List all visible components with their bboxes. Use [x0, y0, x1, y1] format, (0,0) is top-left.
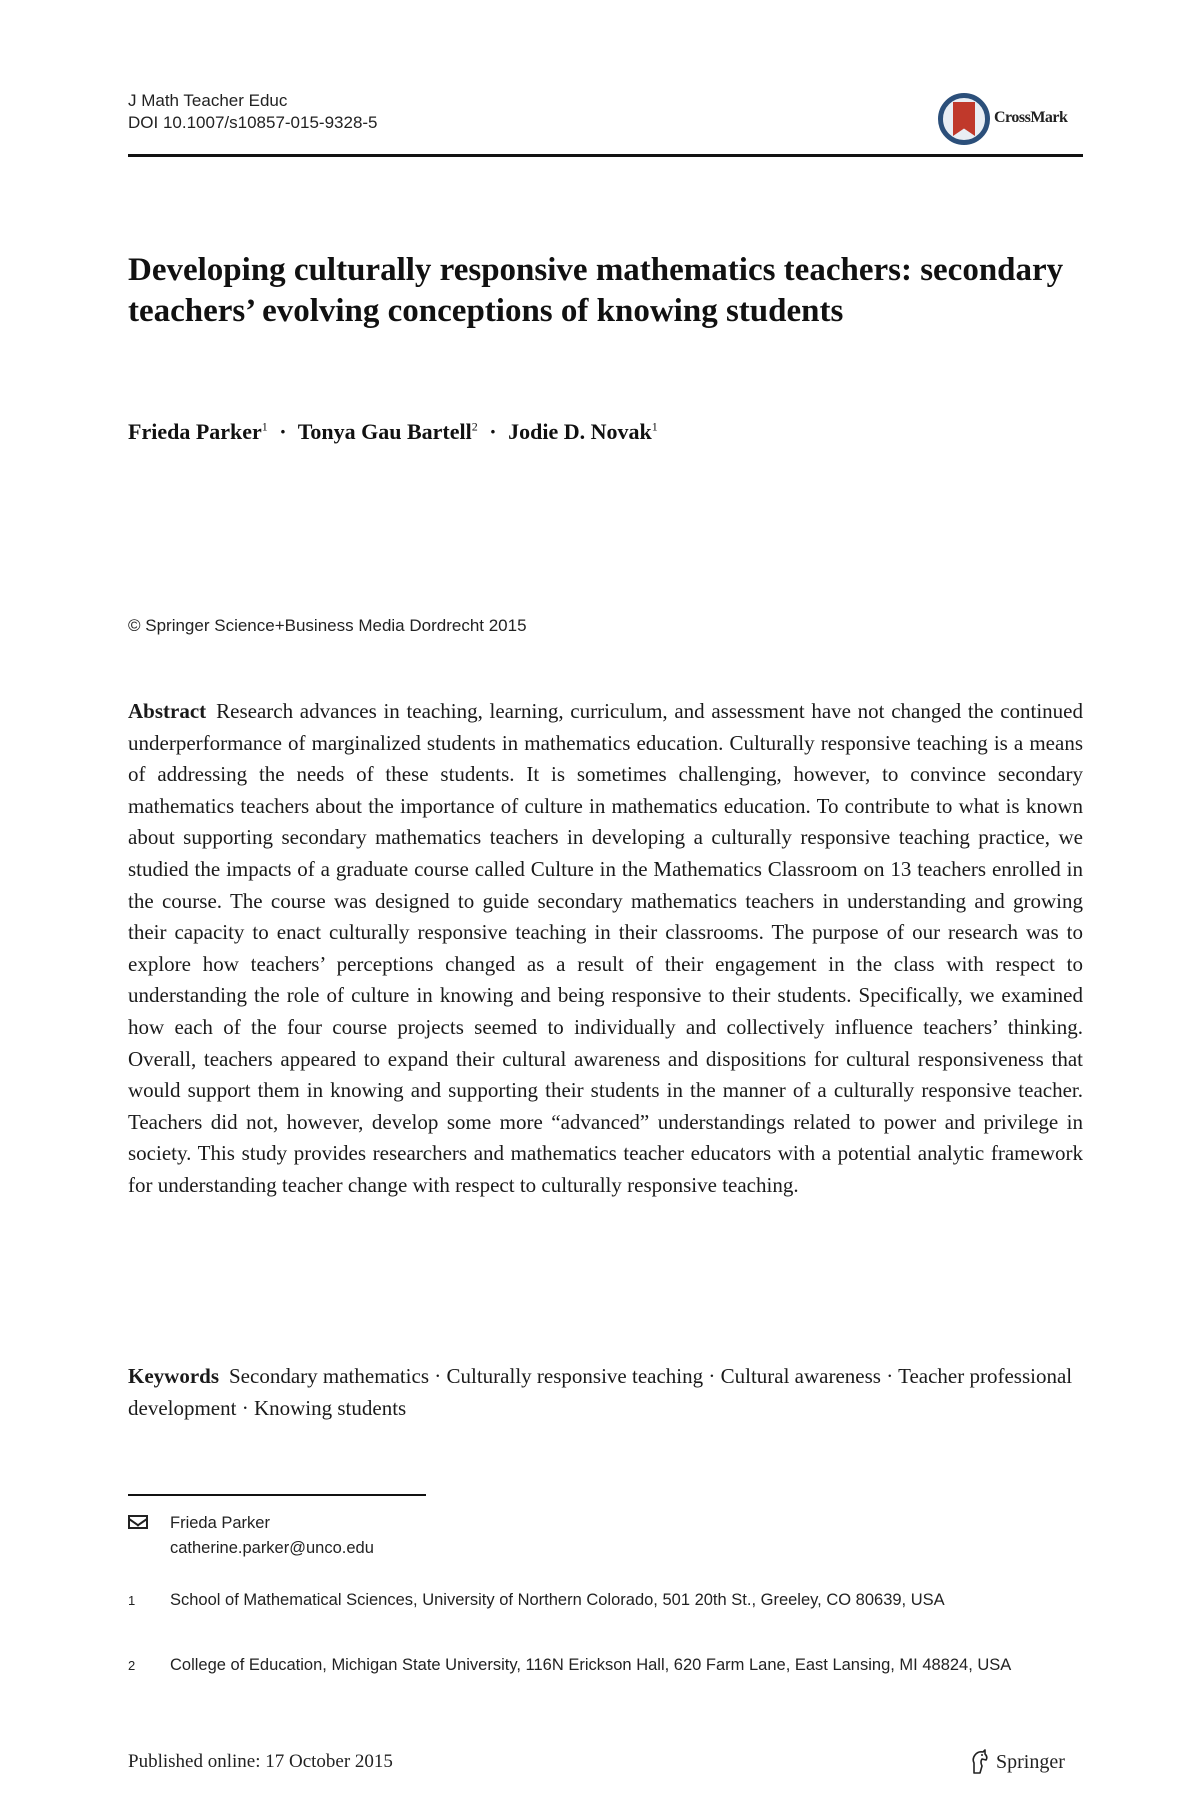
crossmark-label: CrossMark [994, 109, 1068, 126]
author-name[interactable]: Frieda Parker [128, 419, 262, 444]
abstract-label: Abstract [128, 699, 207, 723]
author-separator: · [489, 419, 497, 444]
doi[interactable]: DOI 10.1007/s10857-015-9328-5 [128, 113, 378, 132]
affiliation-text: School of Mathematical Sciences, University of Northern Colorado, 501 20th St., Greeley, CO 80639, USA [170, 1591, 945, 1609]
affiliation-mark: 1 [128, 1593, 136, 1608]
header-rule [128, 154, 1083, 157]
article-title: Developing culturally responsive mathematics teachers: secondary teachers’ evolving conceptions of knowing students [128, 252, 1064, 329]
publisher-name: Springer [996, 1751, 1065, 1773]
publisher-logo [968, 1748, 1088, 1778]
keywords-label: Keywords [128, 1364, 219, 1388]
crossmark-badge[interactable] [938, 93, 1090, 153]
contact-name: Frieda Parker [170, 1514, 270, 1532]
author-name[interactable]: Tonya Gau Bartell [297, 419, 472, 444]
journal-name: J Math Teacher Educ [128, 91, 288, 110]
copyright-notice: © Springer Science+Business Media Dordrecht 2015 [128, 616, 527, 635]
abstract [128, 696, 1083, 1202]
contact-body [170, 1511, 1070, 1561]
journal-header [128, 90, 378, 134]
published-date: Published online: 17 October 2015 [128, 1751, 393, 1772]
keywords [128, 1360, 1083, 1424]
envelope-icon [128, 1515, 148, 1529]
footnote-rule [128, 1494, 426, 1496]
affiliation-text: College of Education, Michigan State University, 116N Erickson Hall, 620 Farm Lane, East Lansing, MI 48824, USA [170, 1656, 1012, 1674]
author-affiliation-mark: 1 [261, 419, 268, 434]
author-name[interactable]: Jodie D. Novak [508, 419, 652, 444]
author-affiliation-mark: 2 [471, 419, 478, 434]
author-separator: · [279, 419, 287, 444]
springer-horse-icon [968, 1749, 990, 1775]
author-affiliation-mark: 1 [651, 419, 658, 434]
keywords-text: Secondary mathematics · Culturally responsive teaching · Cultural awareness · Teacher professional development · Knowing students [128, 1364, 1073, 1420]
mark-slot [128, 1515, 156, 1529]
contact-email[interactable]: catherine.parker@unco.edu [170, 1539, 374, 1557]
author-list [128, 418, 658, 446]
abstract-text: Research advances in teaching, learning, curriculum, and assessment have not changed the continued underperformance of marginalized students in mathematics education. Culturally responsive teaching is a means of addressing the needs of these students. It is sometimes challenging, however, to convince secondary mathematics teachers about the importance of culture in mathematics education. To contribute to what is known about supporting secondary mathematics teachers in developing a culturally responsive teaching practice, we studied the impacts of a graduate course called Culture in the Mathematics Classroom on 13 teachers enrolled in the course. The course was designed to guide secondary mathematics teachers in understanding and growing their capacity to enact culturally responsive teaching in their classrooms. The purpose of our research was to explore how teachers’ perceptions changed as a result of their engagement in the class with respect to understanding the role of culture in knowing and being responsive to their students. Specifically, we examined how each of the four course projects seemed to individually and collectively influence teachers’ thinking. Overall, teachers appeared to expand their cultural awareness and dispositions for cultural responsiveness that would support them in knowing and supporting their students in the manner of a culturally responsive teacher. Teachers did not, however, develop some more “advanced” understandings related to power and privilege in society. This study provides researchers and mathematics teacher educators with a potential analytic framework for understanding teacher change with respect to culturally responsive teaching. [128, 699, 1083, 1197]
affiliation-mark: 2 [128, 1658, 136, 1673]
